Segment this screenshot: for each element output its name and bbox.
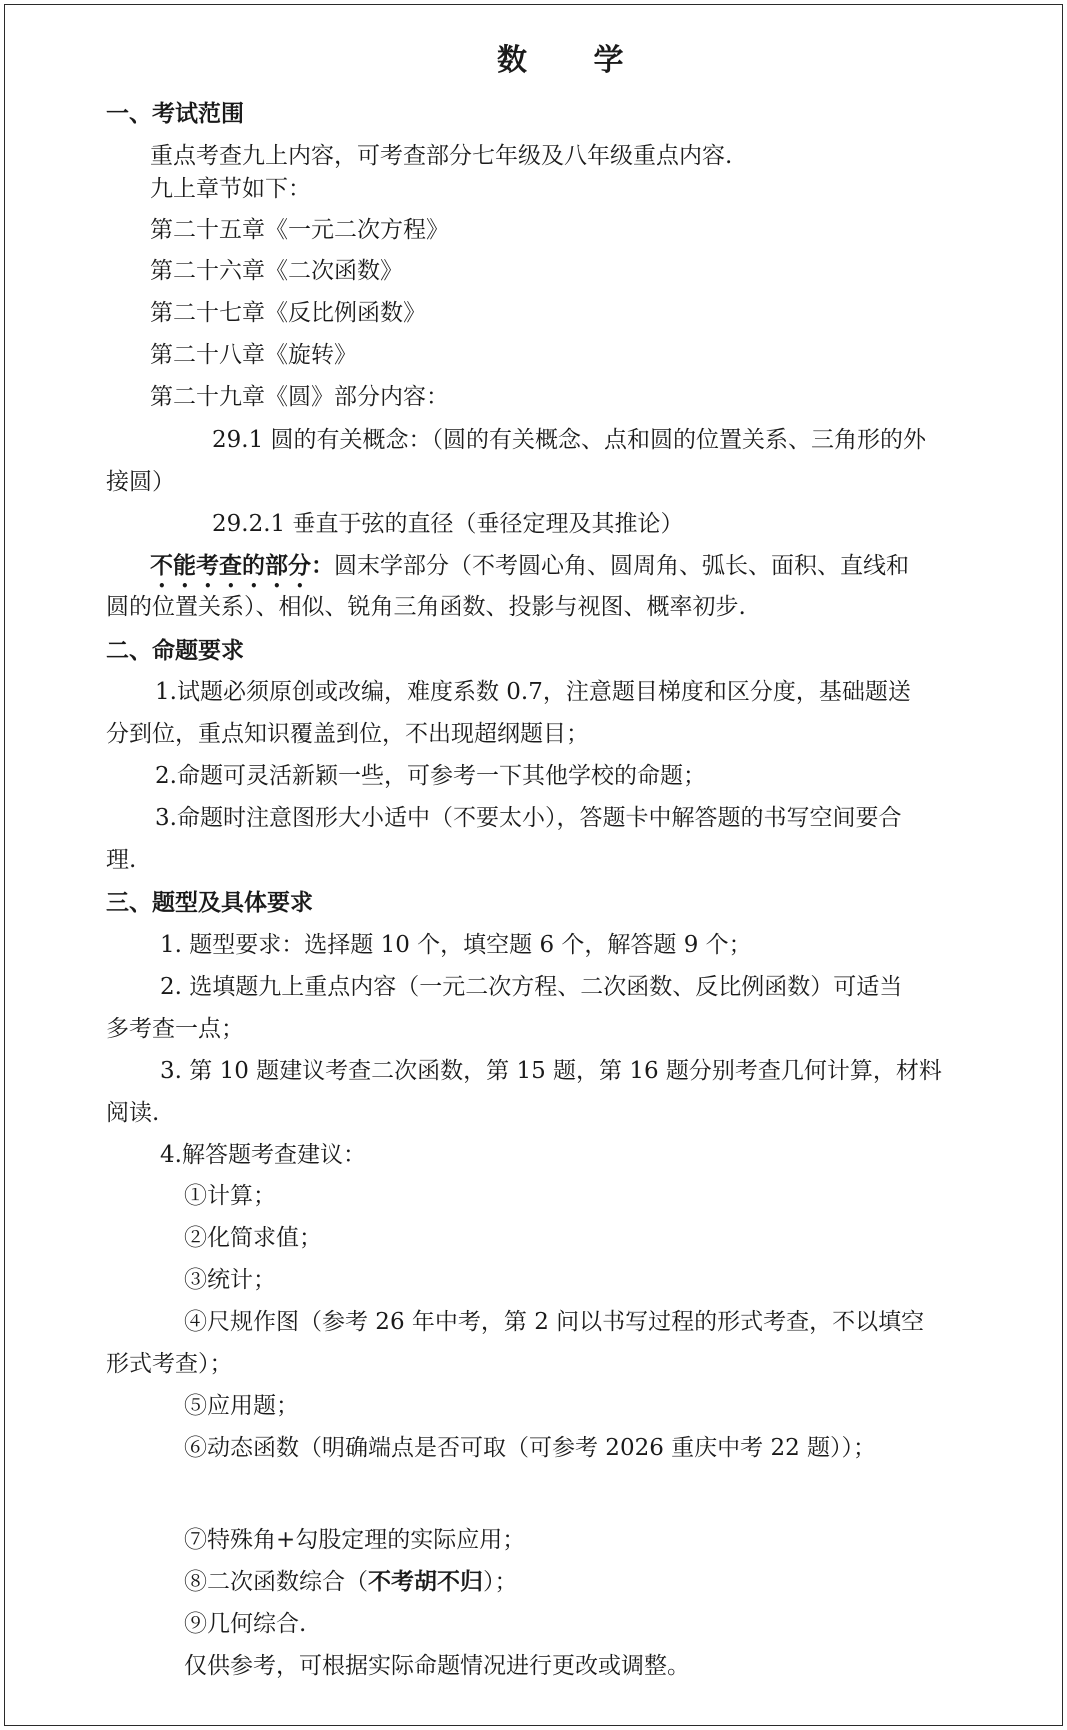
doc-title: 数 学 — [497, 43, 652, 78]
exclude-text-a: 圆末学部分（不考圆心角、圆周角、弧长、面积、直线和 — [334, 553, 909, 579]
item-3: ③统计； — [184, 1267, 276, 1293]
scope-line-2: 九上章节如下： — [150, 176, 311, 202]
type-req-4: 4.解答题考查建议： — [160, 1142, 366, 1168]
item-4-b: 形式考查）； — [106, 1351, 233, 1377]
item-1: ①计算； — [184, 1183, 276, 1209]
requirement-2: 2.命题可灵活新颖一些，可参考一下其他学校的命题； — [155, 763, 706, 789]
requirement-1-b: 分到位，重点知识覆盖到位，不出现超纲题目； — [106, 721, 589, 747]
scope-line-1: 重点考查九上内容，可考查部分七年级及八年级重点内容. — [150, 143, 733, 169]
reference-note: 仅供参考，可根据实际命题情况进行更改或调整。 — [184, 1653, 690, 1679]
requirement-1-a: 1.试题必须原创或改编，难度系数 0.7，注意题目梯度和区分度，基础题送 — [155, 679, 911, 705]
chapter-27: 第二十七章《反比例函数》 — [150, 300, 426, 326]
exclude-line-b: 圆的位置关系）、相似、锐角三角函数、投影与视图、概率初步. — [106, 594, 746, 620]
chapter-25: 第二十五章《一元二次方程》 — [150, 217, 449, 243]
type-req-2-a: 2. 选填题九上重点内容（一元二次方程、二次函数、反比例函数）可适当 — [160, 974, 903, 1000]
section-29-1-line-b: 接圆） — [106, 469, 175, 495]
item-8-bold: 不考胡不归 — [368, 1569, 483, 1595]
exclude-line-a — [150, 551, 909, 593]
requirement-3-a: 3.命题时注意图形大小适中（不要太小），答题卡中解答题的书写空间要合 — [155, 805, 902, 831]
section-29-1-line-a: 29.1 圆的有关概念：（圆的有关概念、点和圆的位置关系、三角形的外 — [212, 427, 927, 453]
chapter-29: 第二十九章《圆》部分内容： — [150, 384, 449, 410]
chapter-26: 第二十六章《二次函数》 — [150, 258, 403, 284]
type-req-3-a: 3. 第 10 题建议考查二次函数，第 15 题，第 16 题分别考查几何计算，材料 — [160, 1058, 942, 1084]
item-9: ⑨几何综合. — [184, 1611, 307, 1637]
type-req-2-b: 多考查一点； — [106, 1016, 244, 1042]
item-7: ⑦特殊角+勾股定理的实际应用； — [184, 1527, 526, 1553]
item-5: ⑤应用题； — [184, 1393, 299, 1419]
item-2: ②化简求值； — [184, 1225, 322, 1251]
section-1-heading: 一、考试范围 — [106, 101, 244, 127]
item-8 — [184, 1567, 518, 1597]
chapter-28: 第二十八章《旋转》 — [150, 342, 357, 368]
item-8-post: ）； — [483, 1569, 518, 1595]
item-6: ⑥动态函数（明确端点是否可取（可参考 2026 重庆中考 22 题））； — [184, 1435, 877, 1461]
item-4-a: ④尺规作图（参考 26 年中考，第 2 问以书写过程的形式考查，不以填空 — [184, 1309, 925, 1335]
section-3-heading: 三、题型及具体要求 — [106, 890, 313, 916]
section-29-2-1: 29.2.1 垂直于弦的直径（垂径定理及其推论） — [212, 511, 684, 537]
section-2-heading: 二、命题要求 — [106, 638, 244, 664]
exclude-label: 不能考查的部分： — [150, 553, 334, 579]
type-req-3-b: 阅读. — [106, 1100, 160, 1126]
item-8-pre: ⑧二次函数综合（ — [184, 1569, 368, 1595]
requirement-3-b: 理. — [106, 847, 137, 873]
type-req-1: 1. 题型要求：选择题 10 个，填空题 6 个，解答题 9 个； — [160, 932, 752, 958]
